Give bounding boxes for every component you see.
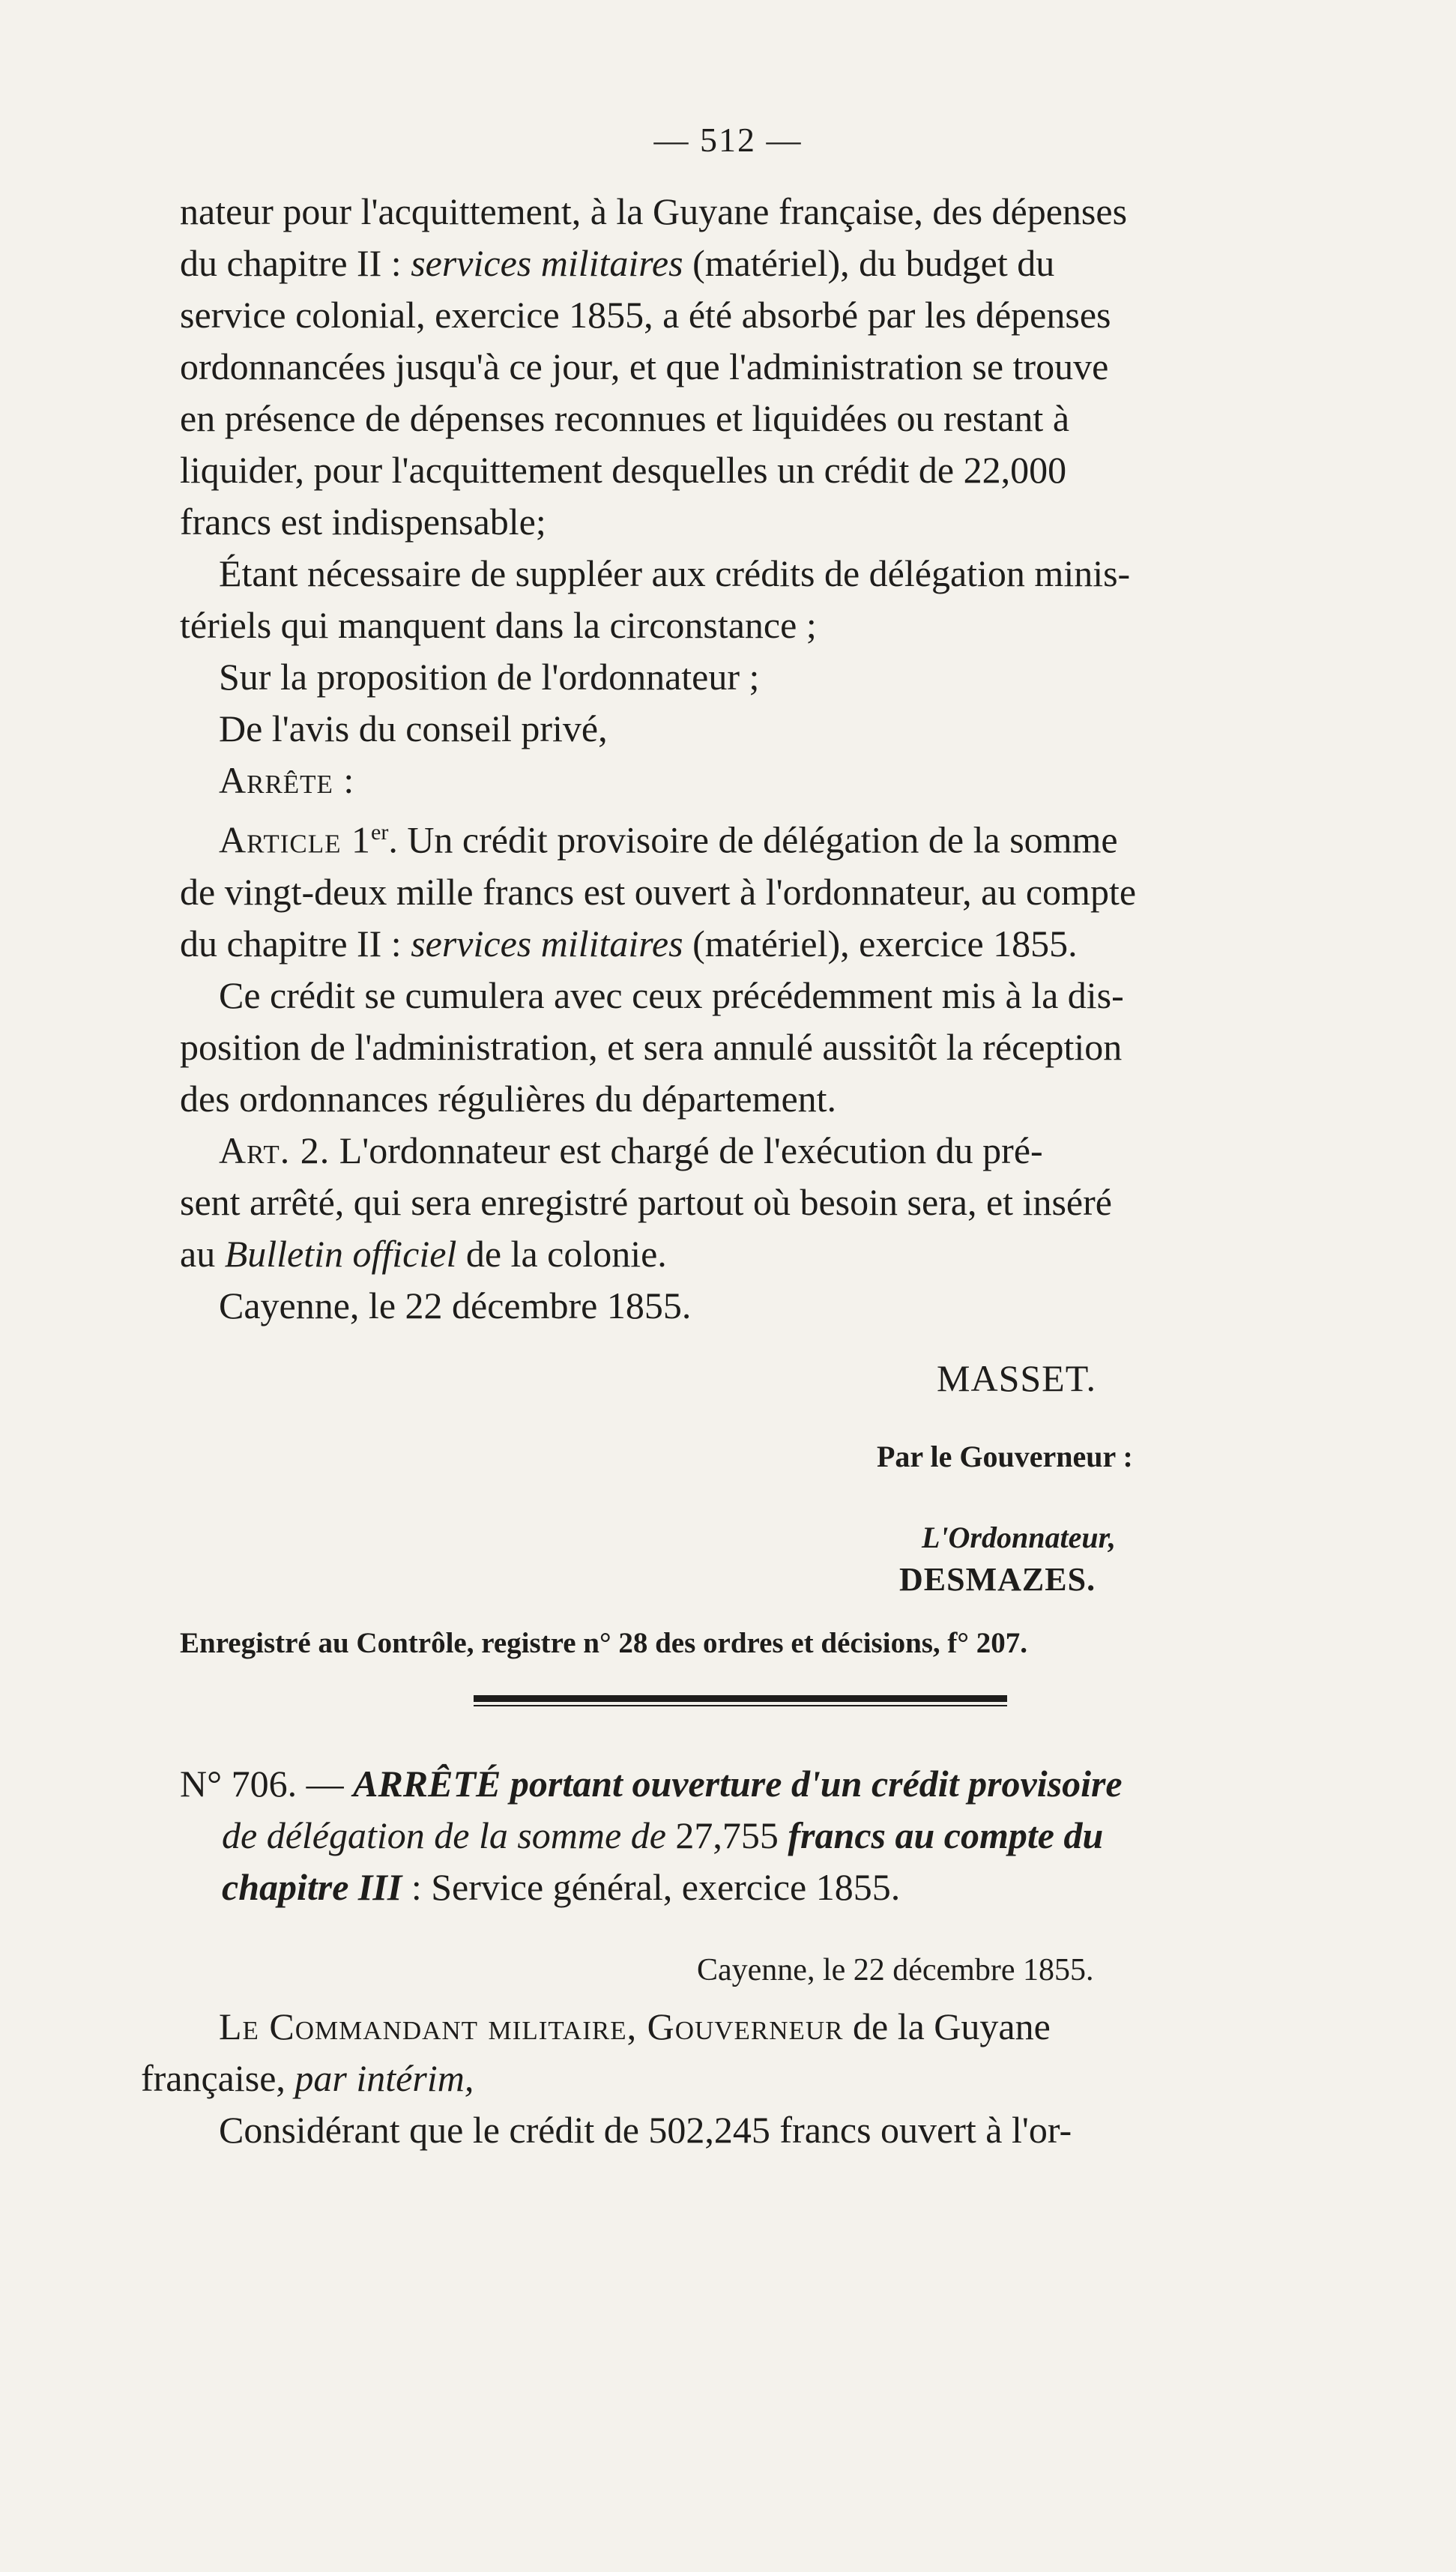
signature-masset: MASSET. bbox=[937, 1357, 1097, 1399]
paragraph-considerant: nateur pour l'acquittement, à la Guyane française, des dépenses du chapitre II : services militaires (matériel), du budget du service colonial, exercice 1855, a été absorbé par les dépenses ordonnancées jusqu'à ce jour, et que l'administration se trouve en présence de dépenses reconnues et liquidées ou restant à liquider, pour l'acquittement desquelles un crédit de 22,000 francs est indispensable; bbox=[180, 190, 1128, 543]
decree-706-date: Cayenne, le 22 décembre 1855. bbox=[697, 1953, 1094, 1987]
decree-706-title: N° 706. — ARRÊTÉ portant ouverture d'un crédit provisoire de délégation de la somme de 27,755 francs au compte du chapitre III : Service général, exercice 1855. bbox=[180, 1763, 1123, 1908]
ordonnateur-role: L'Ordonnateur, bbox=[922, 1521, 1116, 1554]
decree-706-considerant: Considérant que le crédit de 502,245 francs ouvert à l'or- bbox=[219, 2109, 1072, 2151]
separator-rule-thin bbox=[474, 1705, 1007, 1706]
par-le-gouverneur: Par le Gouverneur : bbox=[877, 1440, 1133, 1473]
paragraph-cumul: Ce crédit se cumulera avec ceux précédemment mis à la dis- position de l'administration, et sera annulé aussitôt la réception des ordonnances régulières du département. bbox=[180, 973, 1124, 1120]
paragraph-proposition: Sur la proposition de l'ordonnateur ; bbox=[219, 656, 760, 698]
separator-rule bbox=[474, 1695, 1007, 1702]
paragraph-etant: Étant nécessaire de suppléer aux crédits de délégation minis- tériels qui manquent dans la circonstance ; bbox=[180, 552, 1131, 646]
date-line: Cayenne, le 22 décembre 1855. bbox=[219, 1284, 692, 1326]
registry-note: Enregistré au Contrôle, registre n° 28 des ordres et décisions, f° 207. bbox=[180, 1627, 1028, 1659]
paragraph-avis: De l'avis du conseil privé, bbox=[219, 707, 608, 749]
decree-body bbox=[180, 186, 1349, 1332]
article-2: Art. 2. L'ordonnateur est chargé de l'exécution du pré- sent arrêté, qui sera enregistré partout où besoin sera, et inséré au Bulletin officiel de la colonie. bbox=[180, 1129, 1112, 1275]
article-1: Article 1er. Un crédit provisoire de délégation de la somme de vingt-deux mille francs est ouvert à l'ordonnateur, au compte du chapitre II : services militaires (matériel), exercice 1855. bbox=[180, 818, 1137, 964]
signature-desmazes: DESMAZES. bbox=[899, 1561, 1096, 1598]
arrete-heading: Arrête : bbox=[219, 759, 355, 801]
decree-706-intro: Le Commandant militaire, Gouverneur de la Guyane française, par intérim, bbox=[141, 2005, 1051, 2099]
page-number-header: — 512 — bbox=[653, 121, 803, 159]
decree-706-body bbox=[141, 2001, 1349, 2156]
